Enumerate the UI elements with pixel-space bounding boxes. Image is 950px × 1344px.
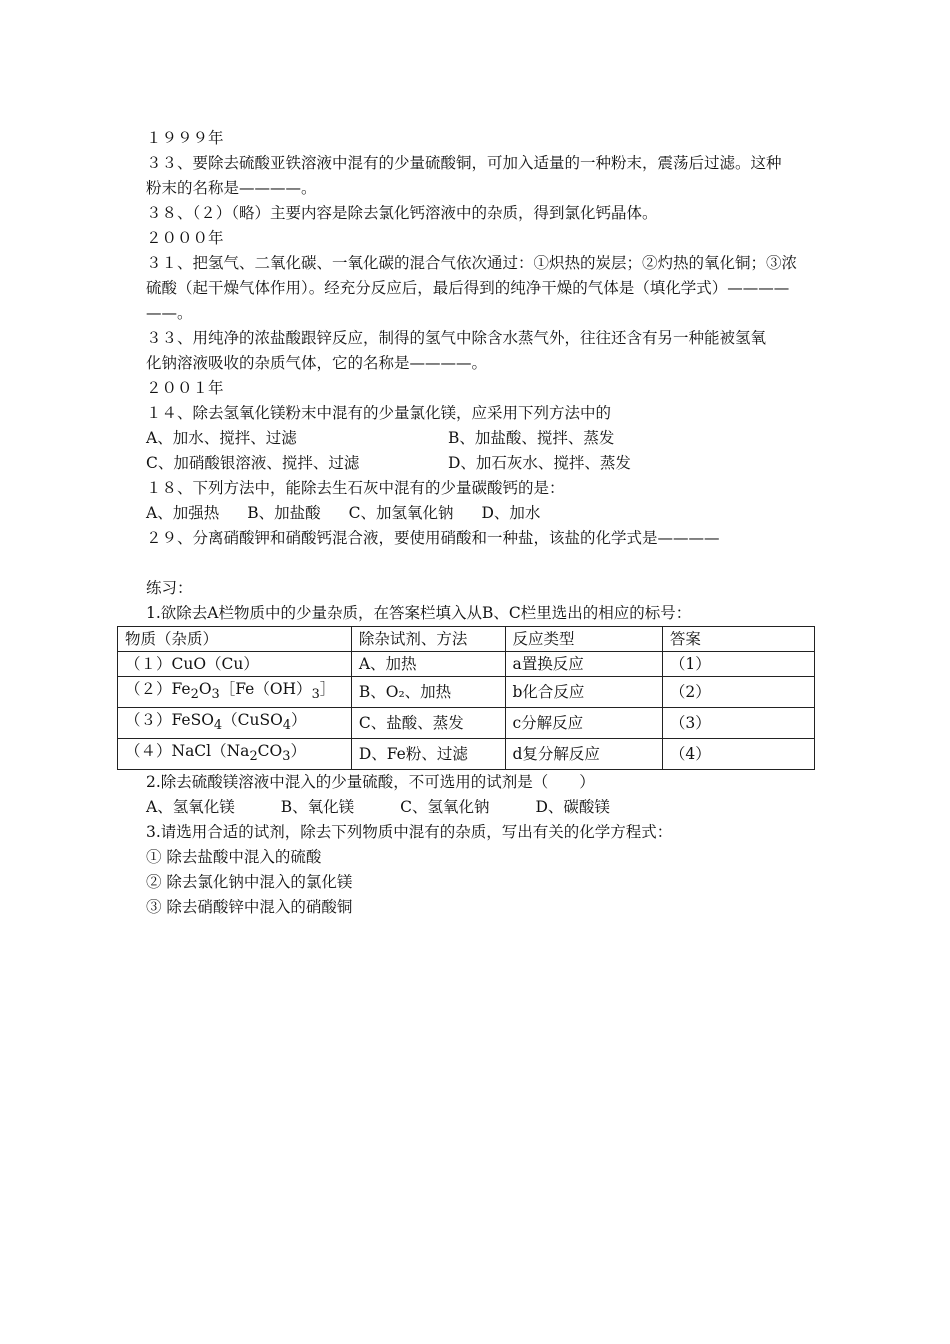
table-cell-answer: （1） (662, 652, 814, 677)
q33-2000-line2: 化钠溶液吸收的杂质气体，它的名称是————。 (146, 354, 488, 372)
table-row (118, 739, 815, 770)
q14-option-c: C、加硝酸银溶液、搅拌、过滤 (146, 454, 360, 472)
table-cell-reaction: d复分解反应 (505, 739, 662, 770)
table-cell-answer: （3） (662, 708, 814, 739)
q2-option-a: A、氢氧化镁 (146, 798, 235, 817)
practice-heading: 练习： (146, 579, 193, 597)
year-1999-heading: １９９９年 (146, 129, 224, 147)
table-header-row (118, 627, 815, 652)
q33-2000-line1: ３３、用纯净的浓盐酸跟锌反应，制得的氢气中除含水蒸气外，往往还含有另一种能被氢氧 (146, 329, 767, 347)
table-cell-reaction: a置换反应 (505, 652, 662, 677)
q31-2000-line3: ——。 (146, 304, 193, 322)
q18-option-b: B、加盐酸 (247, 504, 321, 522)
table-cell-method: A、加热 (351, 652, 505, 677)
impurity-table (117, 626, 815, 770)
practice-q1: 1.欲除去A栏物质中的少量杂质，在答案栏填入从B、C栏里选出的相应的标号： (146, 604, 692, 622)
q31-2000-line1: ３１、把氢气、二氧化碳、一氧化碳的混合气依次通过：①炽热的炭层；②灼热的氧化铜；③浓 (146, 254, 798, 272)
table-cell-answer: （4） (662, 739, 814, 770)
q29-2001: ２９、分离硝酸钾和硝酸钙混合液，要使用硝酸和一种盐，该盐的化学式是———— (146, 529, 720, 547)
table-cell-method: C、盐酸、蒸发 (351, 708, 505, 739)
q38-1999: ３８、（２）（略）主要内容是除去氯化钙溶液中的杂质，得到氯化钙晶体。 (146, 204, 658, 222)
table-cell-reaction: b化合反应 (505, 677, 662, 708)
table-row (118, 677, 815, 708)
q2-option-b: B、氧化镁 (280, 798, 355, 817)
practice-q3: 3.请选用合适的试剂，除去下列物质中混有的杂质，写出有关的化学方程式： (146, 823, 673, 842)
q14-option-d: D、加石灰水、搅拌、蒸发 (448, 454, 631, 472)
table-row (118, 708, 815, 739)
year-2001-heading: ２００１年 (146, 379, 224, 397)
blank-line (146, 551, 814, 576)
table-header-cell: 答案 (662, 627, 814, 652)
table-cell-answer: （2） (662, 677, 814, 708)
q2-options (146, 795, 814, 820)
q31-2000-line2: 硫酸（起干燥气体作用）。经充分反应后，最后得到的纯净干燥的气体是（填化学式）———— (146, 279, 790, 297)
q33-1999-line2: 粉末的名称是————。 (146, 179, 317, 197)
q14-option-a: A、加水、搅拌、过滤 (146, 429, 297, 447)
practice-q2: 2.除去硫酸镁溶液中混入的少量硫酸，不可选用的试剂是（ ） (146, 773, 595, 792)
practice-q3-item2: ② 除去氯化钠中混入的氯化镁 (146, 873, 353, 892)
table-header-cell: 反应类型 (505, 627, 662, 652)
q14-option-b: B、加盐酸、搅拌、蒸发 (448, 429, 615, 447)
q33-1999-line1: ３３、要除去硫酸亚铁溶液中混有的少量硫酸铜，可加入适量的一种粉末，震荡后过滤。这种 (146, 154, 782, 172)
document-body (125, 126, 814, 920)
table-cell-method: B、O₂、加热 (351, 677, 505, 708)
table-cell-substance: $(4)NaCl(Na_2CO_3)$ (118, 739, 352, 770)
q18-option-a: A、加强热 (146, 504, 220, 522)
table-cell-substance: （１）CuO（Cu） (118, 652, 352, 677)
q18-option-c: C、加氢氧化钠 (348, 504, 454, 522)
q18-option-d: D、加水 (481, 504, 541, 522)
table-cell-reaction: c分解反应 (505, 708, 662, 739)
table-row (118, 652, 815, 677)
q14-options-row2 (146, 451, 814, 476)
table-cell-method: D、Fe粉、过滤 (351, 739, 505, 770)
year-2000-heading: ２０００年 (146, 229, 224, 247)
q2-option-d: D、碳酸镁 (535, 798, 610, 817)
practice-q3-item3: ③ 除去硝酸锌中混入的硝酸铜 (146, 898, 353, 917)
table-cell-substance: $(2)Fe_2O_3[Fe(OH)_3]$ (118, 677, 352, 708)
table-header-cell: 物质（杂质） (118, 627, 352, 652)
q14-options-row1 (146, 426, 814, 451)
q2-option-c: C、氢氧化钠 (400, 798, 490, 817)
q18-options (146, 501, 814, 526)
table-cell-substance: （３）FeSO$_4$（CuSO$_4$） (118, 708, 352, 739)
q18-2001: １８、下列方法中，能除去生石灰中混有的少量碳酸钙的是： (146, 479, 565, 497)
table-header-cell: 除杂试剂、方法 (351, 627, 505, 652)
q14-2001: １４、除去氢氧化镁粉末中混有的少量氯化镁，应采用下列方法中的 (146, 404, 612, 422)
practice-q3-item1: ① 除去盐酸中混入的硫酸 (146, 848, 322, 867)
